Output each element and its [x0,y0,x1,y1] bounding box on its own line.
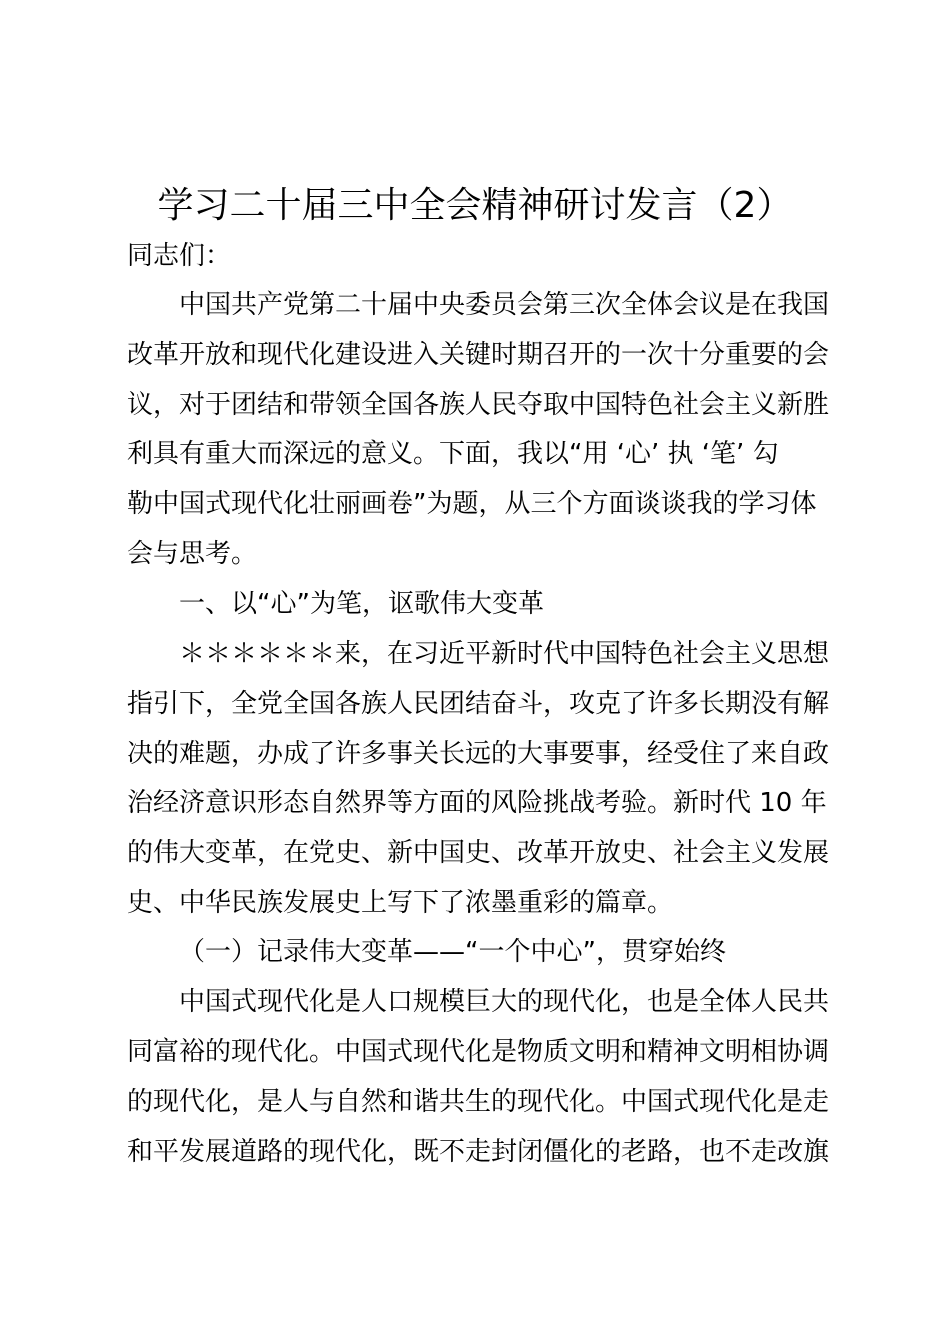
text-line: 决的难题，办成了许多事关长远的大事要事，经受住了来自政 [127,739,830,769]
text-line: ＊＊＊＊＊＊来，在习近平新时代中国特色社会主义思想 [179,639,830,669]
text-line: 中国共产党第二十届中央委员会第三次全体会议是在我国 [179,290,830,320]
text-line: 改革开放和现代化建设进入关键时期召开的一次十分重要的会 [127,340,830,370]
text-line: 议，对于团结和带领全国各族人民夺取中国特色社会主义新胜 [127,390,830,420]
document-title: 学习二十届三中全会精神研讨发言（2） [157,185,793,226]
salutation: 同志们： [127,241,232,271]
text-line: 史、中华民族发展史上写下了浓墨重彩的篇章。 [127,888,674,918]
subsection-heading: （一）记录伟大变革——“一个中心”，贯穿始终 [179,937,726,967]
text-line: 指引下，全党全国各族人民团结奋斗，攻克了许多长期没有解 [127,689,830,719]
text-line: 同富裕的现代化。中国式现代化是物质文明和精神文明相协调 [127,1037,830,1067]
text-line: 治经济意识形态自然界等方面的风险挑战考验。新时代 10 年 [127,788,827,818]
section-heading: 一、以“心”为笔，讴歌伟大变革 [179,589,544,619]
text-line: 利具有重大而深远的意义。下面，我以“用 ‘心’ 执 ‘笔’ 勾 [127,439,779,469]
text-line: 会与思考。 [127,539,258,569]
text-line: 中国式现代化是人口规模巨大的现代化，也是全体人民共 [179,987,830,1017]
text-line: 勒中国式现代化壮丽画卷”为题，从三个方面谈谈我的学习体 [127,489,817,519]
text-line: 的伟大变革，在党史、新中国史、改革开放史、社会主义发展 [127,838,830,868]
text-line: 的现代化，是人与自然和谐共生的现代化。中国式现代化是走 [127,1087,830,1117]
text-line: 和平发展道路的现代化，既不走封闭僵化的老路，也不走改旗 [127,1137,830,1167]
